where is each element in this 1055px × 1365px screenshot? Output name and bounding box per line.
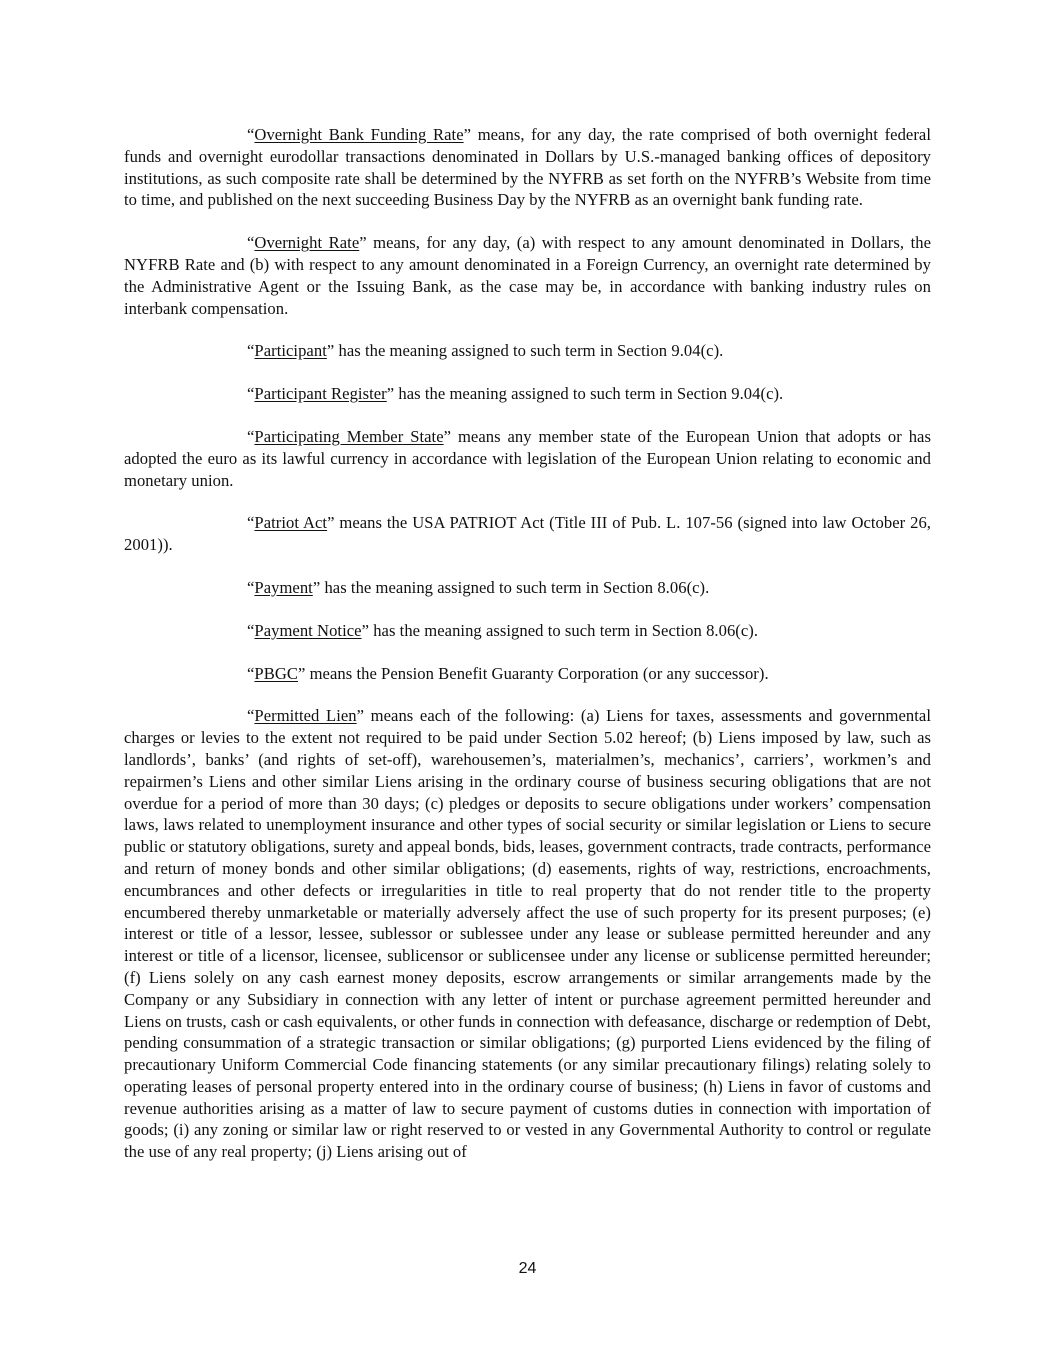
definition-pbgc	[124, 663, 931, 685]
definition-text: ” means the Pension Benefit Guaranty Corporation (or any successor).	[297, 663, 769, 683]
definition-text: ” means any member state of the European Union that adopts or has adopted the euro as its lawful currency in accordance with legislation of the European Union relating to economic and monetary union.	[124, 426, 931, 490]
defined-term: PBGC	[254, 663, 298, 683]
open-quote: “	[247, 706, 255, 726]
defined-term: Payment Notice	[254, 620, 362, 640]
page-number: 24	[518, 1260, 537, 1277]
open-quote: “	[247, 426, 255, 446]
definition-text: ” has the meaning assigned to such term in Section 9.04(c).	[386, 384, 784, 404]
definition-payment-notice	[124, 620, 931, 642]
open-quote: “	[247, 663, 255, 683]
definition-payment	[124, 577, 931, 599]
defined-term: Patriot Act	[254, 513, 328, 533]
open-quote: “	[247, 384, 255, 404]
defined-term: Participant Register	[254, 384, 387, 404]
definition-text: ” has the meaning assigned to such term in Section 8.06(c).	[312, 577, 710, 597]
open-quote: “	[247, 513, 255, 533]
definition-text: ” has the meaning assigned to such term in Section 8.06(c).	[361, 620, 759, 640]
open-quote: “	[247, 620, 255, 640]
open-quote: “	[247, 341, 255, 361]
open-quote: “	[247, 125, 255, 144]
definition-overnight-bank-funding-rate	[124, 124, 931, 211]
definition-text: ” means, for any day, the rate comprised of both overnight federal funds and overnight eurodollar transactions denominated in Dollars by U.S.-managed banking offices of depository institutions, as such composite rate shall be determined by the NYFRB as set forth on the NYFRB’s Website from time to time, and published on the next succeeding Business Day by the NYFRB as an overnight bank funding rate.	[124, 125, 931, 210]
definition-text: ” means the USA PATRIOT Act (Title III of Pub. L. 107-56 (signed into law October 26, 2001)).	[124, 513, 931, 555]
definition-participating-member-state	[124, 426, 931, 491]
open-quote: “	[247, 233, 255, 253]
defined-term: Payment	[254, 577, 313, 597]
definition-text: ” means each of the following: (a) Liens for taxes, assessments and governmental charges or levies to the extent not required to be paid under Section 5.02 hereof; (b) Liens imposed by law, such as landlords’, banks’ (and rights of set-off), warehousemen’s, materialmen’s, mechanics’, carriers’, workmen’s and repairmen’s Liens and other similar Liens arising in the ordinary course of business securing obligations that are not overdue for a period of more than 30 days; (c) pledges or deposits to secure obligations under workers’ compensation laws, laws related to unemployment insurance and other types of social security or similar legislation or Liens to secure public or statutory obligations, surety and appeal bonds, bids, leases, government contracts, trade contracts, performance and return of money bonds and other similar obligations; (d) easements, rights of way, restrictions, encroachments, encumbrances and other defects or irregularities in title to real property that do not render title to the property encumbered thereby unmarketable or materially adversely affect the use of such property for its present purposes; (e) interest or title of a lessor, lessee, sublessor or sublessee under any lease or sublease permitted hereunder and any interest or title of a licensor, licensee, sublicensor or sublicensee under any license or sublicense permitted hereunder; (f) Liens solely on any cash earnest money deposits, escrow arrangements or similar arrangements made by the Company or any Subsidiary in connection with any letter of intent or purchase agreement permitted hereunder and Liens on trusts, cash or cash equivalents, or other funds in connection with defeasance, discharge or redemption of Debt, pending consummation of a strategic transaction or similar obligations; (g) purported Liens evidenced by the filing of precautionary Uniform Commercial Code financing statements (or any similar precautionary filings) relating solely to operating leases of personal property entered into in the ordinary course of business; (h) Liens in favor of customs and revenue authorities arising as a matter of law to secure payment of customs duties in connection with importation of goods; (i) any zoning or similar law or right reserved to or vested in any Governmental Authority to control or regulate the use of any real property; (j) Liens arising out of	[124, 706, 931, 1162]
defined-term: Participant	[254, 341, 327, 361]
open-quote: “	[247, 577, 255, 597]
definition-patriot-act	[124, 512, 931, 556]
definition-participant	[124, 340, 931, 362]
document-page	[124, 124, 931, 1184]
defined-term: Participating Member State	[254, 426, 444, 446]
definition-text: ” means, for any day, (a) with respect to any amount denominated in Dollars, the NYFRB Rate and (b) with respect to any amount denominated in a Foreign Currency, an overnight rate determined by the Administrative Agent or the Issuing Bank, as the case may be, in accordance with banking industry rules on interbank compensation.	[124, 233, 931, 318]
defined-term: Permitted Lien	[254, 706, 357, 726]
definition-text: ” has the meaning assigned to such term in Section 9.04(c).	[326, 341, 724, 361]
definition-participant-register	[124, 383, 931, 405]
defined-term: Overnight Rate	[254, 233, 360, 253]
definition-overnight-rate	[124, 232, 931, 319]
definition-permitted-lien	[124, 705, 931, 1163]
defined-term: Overnight Bank Funding Rate	[254, 125, 464, 144]
